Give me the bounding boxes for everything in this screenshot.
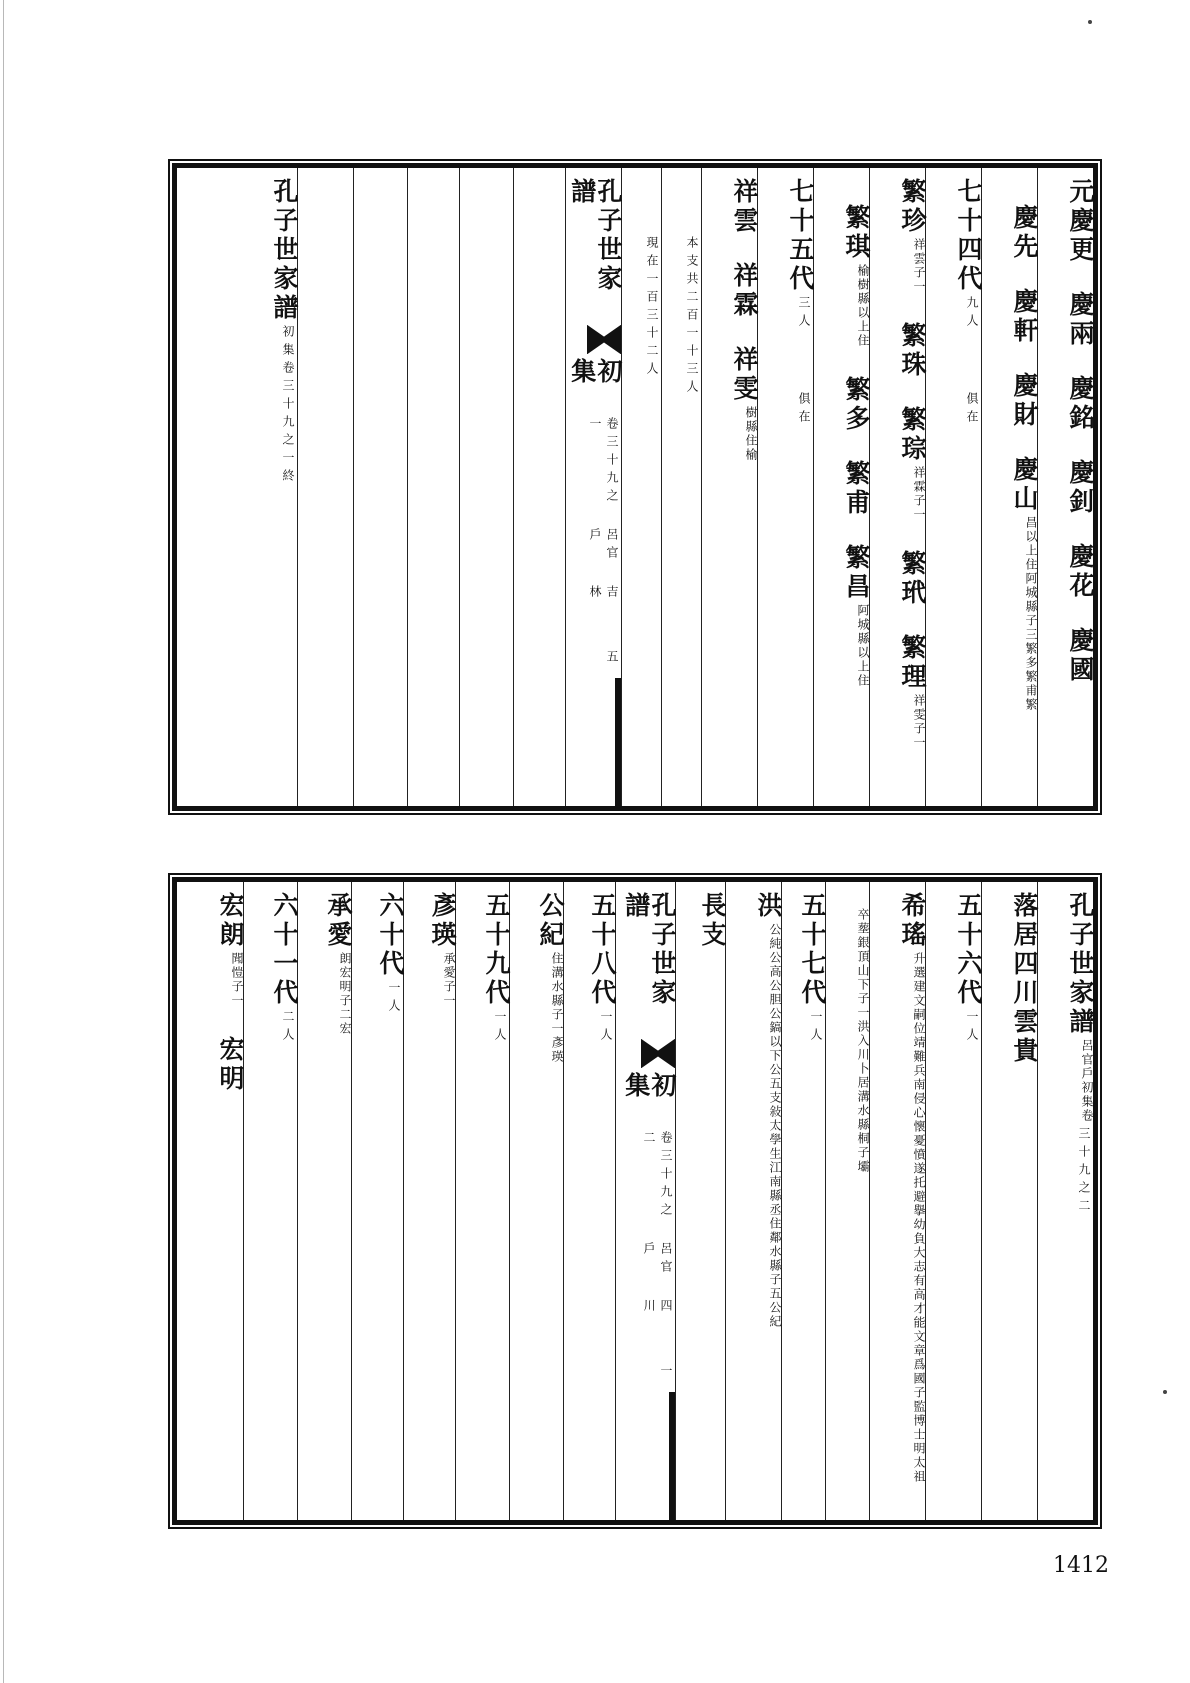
bottom-column [243, 882, 297, 1520]
annotation-text: 卷三十九之二 [642, 1131, 673, 1222]
double-line-annotation [441, 952, 455, 1008]
main-entry-text: 繁琪 [842, 204, 871, 262]
annotation-line-right: 子三繁多繁甫繁 [1024, 614, 1038, 712]
annotation-line-left: 祥雲 [912, 238, 926, 266]
main-entry-text: 落居四川雲貴 [1010, 892, 1039, 1066]
main-entry-text: 長支 [698, 892, 727, 950]
bottom-column [297, 882, 351, 1520]
main-entry-text: 公紀 [536, 892, 565, 950]
annotation-text: 俱在 [965, 392, 979, 428]
bottom-genealogy-panel [172, 877, 1098, 1525]
spine-rule [669, 1392, 675, 1520]
main-entry-text: 繁珍 [898, 178, 927, 236]
annotation-line-left: 祥霖 [912, 466, 926, 494]
annotation-text: 五 [605, 650, 619, 668]
main-entry-text: 繁珠 [898, 322, 927, 380]
main-entry-text: 孔子世家譜 [621, 892, 677, 1008]
main-entry-text: 祥霖 [730, 262, 759, 320]
annotation-line-right: 幼負大志有高才能文章爲國子監博士明太祖 [912, 1218, 926, 1484]
double-line-annotation [911, 952, 925, 1484]
main-entry-text: 祥雯 [730, 346, 759, 404]
main-entry-text: 希瑤 [898, 892, 927, 950]
double-line-annotation [911, 466, 925, 522]
annotation-text: 吉林 [588, 584, 619, 603]
main-entry-text: 五十九代 [482, 892, 511, 1008]
annotation-text: 一人 [599, 1010, 613, 1046]
main-entry-text: 元 [1066, 178, 1095, 207]
double-line-annotation [911, 238, 925, 294]
annotation-text: 一 [659, 1364, 673, 1382]
main-entry-text: 孔子世家譜 [567, 178, 623, 294]
annotation-text: 現在一百三十二人 [645, 236, 659, 380]
main-entry-text: 初集 [567, 358, 623, 388]
main-entry-text: 慶軒 [1010, 288, 1039, 346]
main-entry-text: 慶山 [1010, 456, 1039, 514]
bottom-column [725, 882, 781, 1520]
annotation-line-left: 祥雯 [912, 694, 926, 722]
bottom-column [615, 882, 675, 1520]
bottom-column [925, 882, 981, 1520]
main-entry-text: 慶國 [1066, 627, 1095, 685]
top-column [869, 168, 925, 806]
main-entry-text: 繁甫 [842, 460, 871, 518]
annotation-line-right: 子一 [230, 980, 244, 1008]
double-line-annotation [855, 264, 869, 348]
bottom-column [177, 882, 243, 1520]
double-line-annotation [1023, 516, 1037, 712]
annotation-line-right: 子一 [912, 494, 926, 522]
bottom-column [403, 882, 455, 1520]
fishtail-banner-icon [641, 1039, 675, 1069]
double-line-annotation [767, 923, 781, 1329]
annotation-text: 本支共二百一十三人 [685, 236, 699, 398]
annotation-line-left: 樹縣 [744, 406, 758, 434]
main-entry-text: 宏明 [216, 1036, 245, 1094]
annotation-text: 一人 [965, 1010, 979, 1046]
main-entry-text: 慶更 [1066, 207, 1095, 265]
annotation-text: 三人 [797, 296, 811, 332]
annotation-text: 三十九之二 [1077, 1127, 1091, 1217]
annotation-line-left: 昌以上住阿城縣 [1024, 516, 1038, 614]
top-column [621, 168, 661, 806]
bottom-column [1037, 882, 1093, 1520]
scan-page-edge [3, 0, 4, 1683]
annotation-line-right: 住榆 [744, 434, 758, 462]
annotation-text: 卷三十九之一 [588, 417, 619, 508]
annotation-line-left: 承愛 [442, 952, 456, 980]
main-entry-text: 五十六代 [954, 892, 983, 1008]
top-column [661, 168, 701, 806]
annotation-line-left: 阿城縣 [856, 604, 870, 646]
top-column [513, 168, 565, 806]
main-entry-text: 六十一代 [270, 892, 299, 1008]
main-entry-text: 繁多 [842, 376, 871, 434]
double-line-annotation [855, 908, 869, 1174]
annotation-line-right: 太學生江南縣丞住鄰水縣子五公紀 [768, 1119, 782, 1329]
main-entry-text: 孔子世家譜 [1066, 892, 1095, 1037]
scan-speck [1163, 1390, 1167, 1394]
annotation-text: 俱在 [797, 392, 811, 428]
main-entry-text: 慶先 [1010, 204, 1039, 262]
top-column [757, 168, 813, 806]
top-column [813, 168, 869, 806]
top-column [925, 168, 981, 806]
annotation-line-left: 升選建文嗣位靖難兵南侵心懷憂憤遂托避擧 [912, 952, 926, 1218]
bottom-column [675, 882, 725, 1520]
annotation-text: 初集卷三十九之一終 [281, 325, 295, 487]
annotation-line-left: 朗宏明 [338, 952, 352, 994]
spine-rule [615, 678, 621, 806]
annotation-text: 一人 [809, 1010, 823, 1046]
main-entry-text: 祥雲 [730, 178, 759, 236]
top-column [981, 168, 1037, 806]
main-entry-text: 五十八代 [588, 892, 617, 1008]
main-entry-text: 繁玳 [898, 550, 927, 608]
double-line-annotation [855, 604, 869, 688]
main-entry-text: 七十五代 [786, 178, 815, 294]
annotation-text: 一人 [387, 981, 401, 1017]
double-line-annotation [1079, 1039, 1093, 1123]
bottom-column [869, 882, 925, 1520]
annotation-text: 一人 [493, 1010, 507, 1046]
bottom-column [563, 882, 615, 1520]
top-column [459, 168, 513, 806]
main-entry-text: 慶釗 [1066, 459, 1095, 517]
bottom-column [781, 882, 825, 1520]
top-column [407, 168, 459, 806]
main-entry-text: 五十七代 [798, 892, 827, 1008]
annotation-line-left: 卒塟銀頂山下子一洪 [856, 908, 870, 1034]
annotation-text: 呂官戶 [588, 527, 619, 564]
main-entry-text: 慶銘 [1066, 375, 1095, 433]
annotation-line-left: 聞愷 [230, 952, 244, 980]
top-column [565, 168, 621, 806]
double-line-annotation [549, 952, 563, 1064]
top-column [297, 168, 353, 806]
double-line-annotation [911, 694, 925, 750]
annotation-line-left: 呂官戶 [1080, 1039, 1094, 1081]
annotation-text: 四川 [642, 1298, 673, 1317]
main-entry-text: 慶財 [1010, 372, 1039, 430]
top-genealogy-panel [172, 163, 1098, 811]
scan-speck [1088, 20, 1092, 24]
bottom-column [351, 882, 403, 1520]
annotation-line-right: 入川卜居溝水縣桐子壩 [856, 1034, 870, 1174]
double-line-annotation [337, 952, 351, 1036]
main-entry-text: 七十四代 [954, 178, 983, 294]
top-column [1037, 168, 1093, 806]
annotation-text: 九人 [965, 296, 979, 332]
annotation-line-left: 公純公高公胆公鎬以下公五支敍 [768, 923, 782, 1119]
top-column [353, 168, 407, 806]
annotation-line-right: 子一 [912, 722, 926, 750]
double-line-annotation [743, 406, 757, 462]
double-line-annotation [229, 952, 243, 1008]
annotation-line-left: 住溝水縣 [550, 952, 564, 1008]
bottom-column [509, 882, 563, 1520]
main-entry-text: 宏朗 [216, 892, 245, 950]
main-entry-text: 繁琮 [898, 406, 927, 464]
annotation-text: 二人 [281, 1010, 295, 1046]
bottom-column [455, 882, 509, 1520]
main-entry-text: 慶兩 [1066, 291, 1095, 349]
bottom-column [981, 882, 1037, 1520]
main-entry-text: 洪 [754, 892, 783, 921]
main-entry-text: 孔子世家譜 [270, 178, 299, 323]
annotation-line-left: 榆樹縣 [856, 264, 870, 306]
annotation-line-right: 以上住 [856, 306, 870, 348]
top-column [701, 168, 757, 806]
annotation-line-right: 子二宏 [338, 994, 352, 1036]
annotation-line-right: 初集卷 [1080, 1081, 1094, 1123]
page-number: 1412 [1053, 1553, 1109, 1578]
bottom-column [825, 882, 869, 1520]
main-entry-text: 承愛 [324, 892, 353, 950]
annotation-text: 呂官戶 [642, 1241, 673, 1278]
fishtail-banner-icon [587, 325, 621, 355]
main-entry-text: 六十代 [376, 892, 405, 979]
main-entry-text: 初集 [621, 1072, 677, 1102]
main-entry-text: 繁理 [898, 634, 927, 692]
main-entry-text: 慶花 [1066, 543, 1095, 601]
annotation-line-right: 子一 [912, 266, 926, 294]
annotation-line-right: 子一彥瑛 [550, 1008, 564, 1064]
main-entry-text: 繁昌 [842, 544, 871, 602]
main-entry-text: 彥瑛 [428, 892, 457, 950]
annotation-line-right: 子一 [442, 980, 456, 1008]
top-column [237, 168, 297, 806]
annotation-line-right: 以上住 [856, 646, 870, 688]
